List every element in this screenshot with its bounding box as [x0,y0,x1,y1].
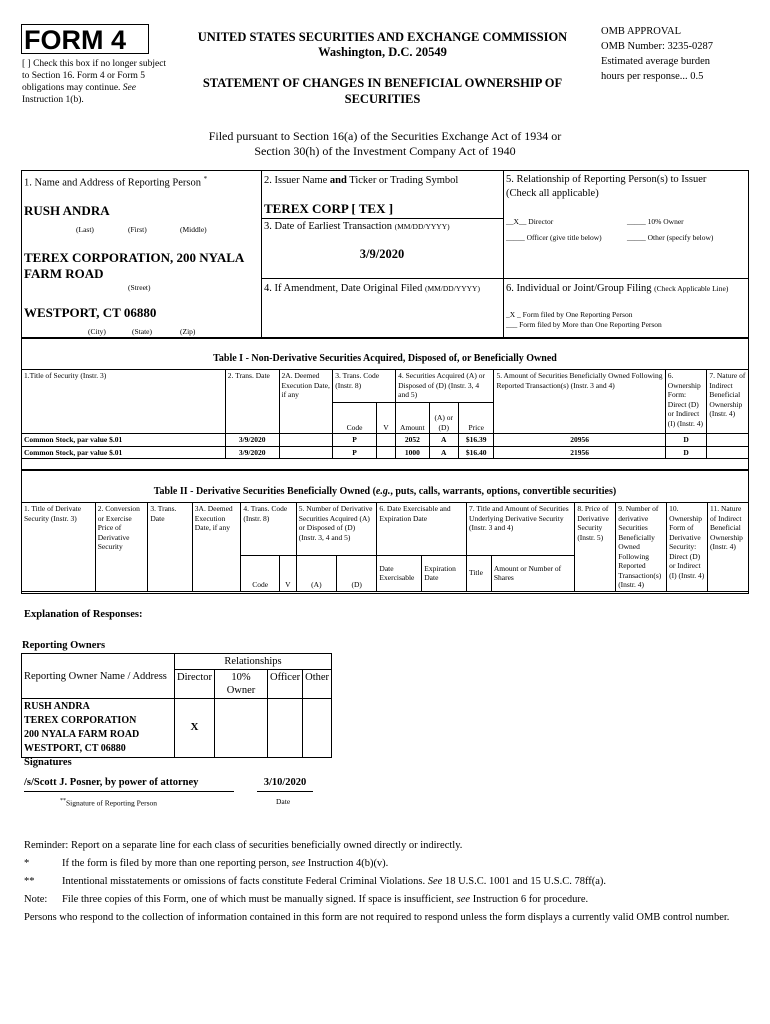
dstar-text: Intentional misstatements or omissions of facts constitute Federal Criminal Violations. [62,876,426,887]
t2-h6: 6. Date Exercisable and Expiration Date [377,503,467,556]
signature-date: 3/10/2020 [257,777,313,792]
reporter-name: RUSH ANDRA [24,203,110,218]
table-row [22,434,749,447]
t2-h11: 11. Nature of Indirect Beneficial Ownership (Instr. 4) [708,503,749,592]
footer-note-body [62,893,588,906]
divider [503,170,504,338]
t1-h2a: 2A. Deemed Execution Date, if any [279,370,333,434]
t2-h1: 1. Title of Derivate Security (Instr. 3) [22,503,96,592]
first-label: (First) [128,225,147,234]
t1-r1-nature [707,446,749,459]
footer-note-line [24,893,744,906]
table2 [21,502,749,592]
check-box-notice[interactable] [22,58,172,106]
owners-table [21,653,332,758]
explanation-label: Explanation of Responses: [24,609,143,620]
t2-sub-a: (A) [296,555,336,591]
owners-col-name: Reporting Owner Name / Address [22,654,175,699]
footer-dstar: ** [24,876,35,887]
date-label: Date [276,797,291,806]
box2-label-a: 2. Issuer Name [264,175,328,186]
t2-h5: 5. Number of Derivative Securities Acquired (A) or Disposed of (D) (Instr. 3, 4 and 5) [296,503,377,556]
owners-col-ten: 10% Owner [214,670,267,699]
filing-one-check[interactable]: _X _ Form filed by One Reporting Person [506,310,633,319]
box3-label [264,221,450,232]
dstar-tail: 18 U.S.C. 1001 and 15 U.S.C. 78ff(a). [444,876,607,887]
box5-label [506,173,746,201]
t1-r0-title: Common Stock, par value $.01 [22,434,226,447]
t1-r1-title: Common Stock, par value $.01 [22,446,226,459]
see-text: See [122,83,136,93]
t2-h2: 2. Conversion or Exercise Price of Derivative Security [95,503,148,592]
check-box-text: [ ] Check this box if no longer subject to Section 16. Form 4 or Form 5 obligations may continue. [22,59,167,93]
t1-r0-form: D [665,434,707,447]
footer-star: * [24,858,30,869]
agency-line1: UNITED STATES SECURITIES AND EXCHANGE COMMISSION [197,30,568,44]
owner-officer-cell [267,699,302,758]
note-tail: Instruction 6 for procedure. [472,894,589,905]
t2-h9: 9. Number of derivative Securities Beneficially Owned Following Reported Transaction(s) (Instr. 4) [616,503,667,592]
t2-title-a: Table II - Derivative Securities Beneficially Owned ( [153,486,376,497]
t1-r1-deemed [279,446,333,459]
t2-sub-v: V [279,555,296,591]
signer-name: /s/Scott J. Posner, by power of attorney [24,777,234,792]
t1-h7: 7. Nature of Indirect Beneficial Ownership (Instr. 4) [707,370,749,434]
statement-line1: STATEMENT OF CHANGES IN BENEFICIAL OWNERSHIP OF [202,76,563,90]
officer-check[interactable]: _____ Officer (give title below) [506,233,602,242]
owner-line: WESTPORT, CT 06880 [24,743,126,754]
t2-title-eg: e.g. [375,486,391,497]
box6-sub: (Check Applicable Line) [654,284,729,293]
box3-label-text: 3. Date of Earliest Transaction [264,221,393,232]
owners-heading: Reporting Owners [22,640,106,651]
omb-line4: hours per response... 0.5 [601,71,704,82]
t2-h10: 10. Ownership Form of Derivative Security: Direct (D) or Indirect (I) (Instr. 4) [667,503,708,592]
other-check[interactable]: _____ Other (specify below) [627,233,714,242]
box4-format: (MM/DD/YYYY) [424,284,480,293]
t1-r0-aord: A [429,434,458,447]
box2-label-and: and [329,175,347,186]
t1-r0-owned: 20956 [494,434,665,447]
t2-h3: 3. Trans. Date [148,503,192,592]
box6-label [506,283,728,294]
note-text: File three copies of this Form, one of which must be manually signed. If space is insufficient, [62,894,455,905]
t1-h3: 3. Trans. Code (Instr. 8) [333,370,396,403]
t1-r1-date: 3/9/2020 [225,446,279,459]
filed-pursuant [130,129,640,159]
table-row [22,699,332,758]
t1-r0-price: $16.39 [458,434,493,447]
t1-r1-code: P [333,446,377,459]
signer-label [60,797,157,808]
t1-r0-nature [707,434,749,447]
owner-line: TEREX CORPORATION [24,715,137,726]
footer-star-body [62,857,388,870]
t2-h3a: 3A. Deemed Execution Date, if any [192,503,241,592]
t1-r1-v [376,446,395,459]
t1-r0-v [376,434,395,447]
signatures-heading: Signatures [24,757,72,768]
divider [261,278,749,279]
t1-r1-form: D [665,446,707,459]
t2-title-b: , puts, calls, warrants, options, convertible securities) [390,486,617,497]
address-line1: TEREX CORPORATION, 200 NYALA [24,250,245,265]
footer-dstar-body [62,875,606,888]
t1-h1: 1.Title of Security (Instr. 3) [22,370,226,434]
t1-r1-price: $16.40 [458,446,493,459]
box1-star: * [203,175,208,183]
last-label: (Last) [76,225,94,234]
t1-r0-date: 3/9/2020 [225,434,279,447]
t2-sub-amount: Amount or Number of Shares [491,555,574,591]
filed-line1: Filed pursuant to Section 16(a) of the Securities Exchange Act of 1934 or [208,129,562,143]
t1-r0-amount: 2052 [396,434,429,447]
owner-director-mark: X [175,699,215,758]
state-label: (State) [132,327,152,336]
t1-sub-v: V [376,403,395,434]
t1-r1-aord: A [429,446,458,459]
signer-label-text: Signature of Reporting Person [66,798,158,808]
t1-sub-aord: (A) or (D) [429,403,458,434]
agency-line2: Washington, D.C. 20549 [318,45,447,59]
t2-h8: 8. Price of Derivative Security (Instr. 5) [575,503,616,592]
owner-line: 200 NYALA FARM ROAD [24,729,140,740]
t1-h4: 4. Securities Acquired (A) or Disposed of (D) (Instr. 3, 4 and 5) [396,370,494,403]
table1-title: Table I - Non-Derivative Securities Acquired, Disposed of, or Beneficially Owned [213,353,557,364]
address-line2: FARM ROAD [24,266,104,281]
table2-title [21,486,749,497]
box1-label [24,175,207,189]
box4-label-text: 4. If Amendment, Date Original Filed [264,283,423,294]
t1-h5: 5. Amount of Securities Beneficially Owned Following Reported Transaction(s) (Instr. 3 and 4) [494,370,665,434]
instruction-ref: Instruction 1(b). [22,95,84,105]
issuer-name: TEREX CORP [ TEX ] [264,201,394,216]
omb-line2: OMB Number: 3235-0287 [601,41,713,52]
t2-sub-code: Code [241,555,279,591]
t1-r1-owned: 21956 [494,446,665,459]
filing-more-check[interactable]: ___ Form filed by More than One Reporting Person [506,320,662,329]
t2-h4: 4. Trans. Code (Instr. 8) [241,503,296,556]
box1-label-text: 1. Name and Address of Reporting Person [24,177,202,189]
t2-sub-date-ex: Date Exercisable [377,555,422,591]
t2-sub-d: (D) [337,555,377,591]
earliest-date: 3/9/2020 [359,247,405,261]
t1-sub-amount: Amount [396,403,429,434]
owners-col-director: Director [175,670,215,699]
footer [24,839,744,924]
note-see: see [456,894,471,905]
t2-sub-title: Title [467,555,492,591]
star-see: see [291,858,306,869]
dstar-see: See [427,876,443,887]
owner-ten-cell [214,699,267,758]
footer-dstar-line [24,875,744,888]
box5-label-text: 5. Relationship of Reporting Person(s) to Issuer [506,174,707,185]
box6-label-text: 6. Individual or Joint/Group Filing [506,283,652,294]
divider [261,218,503,219]
director-check[interactable]: __X__ Director [506,217,554,226]
t2-sub-exp: Expiration Date [422,555,467,591]
zip-label: (Zip) [180,327,196,336]
t1-r1-amount: 1000 [396,446,429,459]
t2-h7: 7. Title and Amount of Securities Underlying Derivative Security (Instr. 3 and 4) [467,503,575,556]
middle-label: (Middle) [180,225,207,234]
reporter-address [24,250,260,282]
t1-sub-price: Price [458,403,493,434]
street-label: (Street) [128,283,151,292]
form-title: FORM 4 [21,24,149,54]
omb-line1: OMB APPROVAL [601,26,682,37]
owner-other-cell [303,699,332,758]
persons-text: Persons who respond to the collection of information contained in this form are not required to respond unless the form displays a currently valid OMB control number. [24,912,730,923]
box3-format: (MM/DD/YYYY) [394,222,450,231]
owners-col-other: Other [303,670,332,699]
footer-note: Note: [24,894,48,905]
statement-line2: SECURITIES [344,92,421,106]
box4-label [264,283,480,294]
box2-label-b: Ticker or Trading Symbol [349,175,459,186]
star-text: If the form is filed by more than one reporting person, [62,858,290,869]
owner-line: RUSH ANDRA [24,701,90,712]
t1-r0-deemed [279,434,333,447]
t1-sub-code: Code [333,403,377,434]
reminder-text: Reminder: Report on a separate line for each class of securities beneficially owned directly or indirectly. [24,840,463,851]
table-row [22,446,749,459]
t1-h6: 6. Ownership Form: Direct (D) or Indirect (I) (Instr. 4) [665,370,707,434]
t1-r0-code: P [333,434,377,447]
omb-line3: Estimated average burden [601,56,711,67]
owner-name-cell [22,699,175,758]
agency-heading [175,30,590,60]
city-label: (City) [88,327,106,336]
omb-approval-box [601,24,761,84]
reporter-city: WESTPORT, CT 06880 [24,305,157,320]
table1 [21,369,749,459]
signer-mark: ** [60,798,66,804]
star-tail: Instruction 4(b)(v). [307,858,389,869]
filed-line2: Section 30(h) of the Investment Company Act of 1940 [254,144,516,158]
box2-label [264,175,458,186]
t1-h2: 2. Trans. Date [225,370,279,434]
owners-col-rel: Relationships [175,654,332,670]
owners-col-officer: Officer [267,670,302,699]
box5-sub: (Check all applicable) [506,188,599,199]
footer-star-line [24,857,744,870]
statement-heading [175,75,590,107]
ten-pct-check[interactable]: _____ 10% Owner [627,217,684,226]
